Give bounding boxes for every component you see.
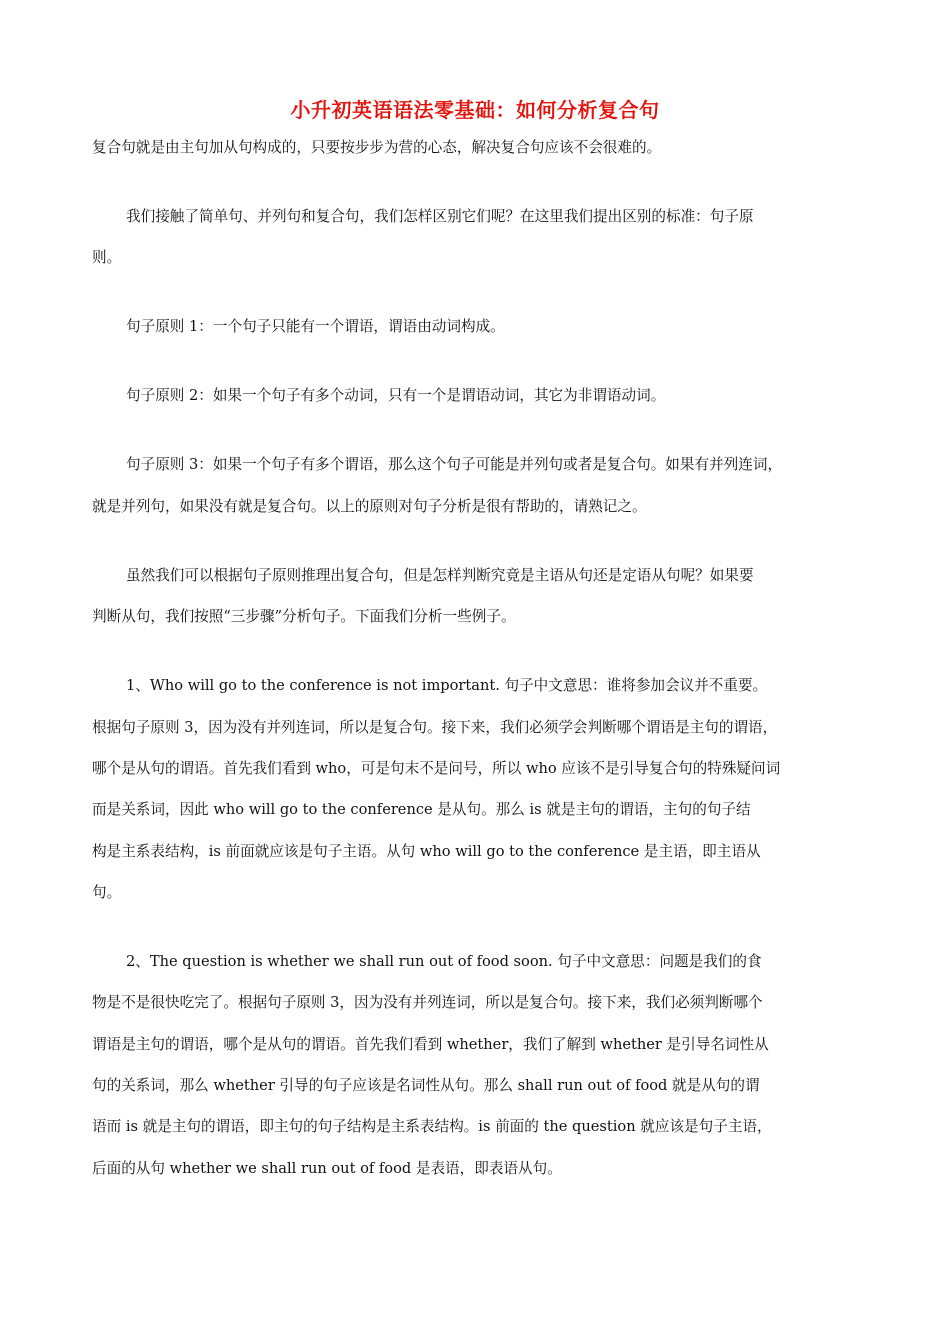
paragraph-line: 我们接触了简单句、并列句和复合句，我们怎样区别它们呢？在这里我们提出区别的标准：句子原 xyxy=(126,208,754,225)
paragraph-line: 判断从句，我们按照“三步骤”分析句子。下面我们分析一些例子。 xyxy=(92,608,516,625)
paragraph-line: 语而 is 就是主句的谓语，即主句的句子结构是主系表结构。is 前面的 the question 就应该是句子主语， xyxy=(92,1118,772,1135)
paragraph-line: 句的关系词，那么 whether 引导的句子应该是名词性从句。那么 shall run out of food 就是从句的谓 xyxy=(92,1077,760,1094)
paragraph-line: 虽然我们可以根据句子原则推理出复合句，但是怎样判断究竟是主语从句还是定语从句呢？如果要 xyxy=(126,567,754,584)
paragraph-line: 而是关系词，因此 who will go to the conference 是从句。那么 is 就是主句的谓语，主句的句子结 xyxy=(92,801,751,818)
paragraph-line: 1、Who will go to the conference is not important. 句子中文意思：谁将参加会议并不重要。 xyxy=(126,677,768,694)
paragraph-line: 物是不是很快吃完了。根据句子原则 3，因为没有并列连词，所以是复合句。接下来，我们必须判断哪个 xyxy=(92,994,763,1011)
paragraph-line: 哪个是从句的谓语。首先我们看到 who，可是句末不是问号，所以 who 应该不是引导复合句的特殊疑问词 xyxy=(92,760,781,777)
paragraph-line: 则。 xyxy=(92,249,122,266)
paragraph-line: 句子原则 3：如果一个句子有多个谓语，那么这个句子可能是并列句或者是复合句。如果有并列连词， xyxy=(126,456,783,473)
paragraph-line: 谓语是主句的谓语，哪个是从句的谓语。首先我们看到 whether，我们了解到 whether 是引导名词性从 xyxy=(92,1036,769,1053)
document-title: 小升初英语语法零基础：如何分析复合句 xyxy=(290,98,660,122)
paragraph-line: 句子原则 2：如果一个句子有多个动词，只有一个是谓语动词，其它为非谓语动词。 xyxy=(126,387,666,404)
paragraph-line: 句子原则 1：一个句子只能有一个谓语，谓语由动词构成。 xyxy=(126,318,505,335)
paragraph-line: 句。 xyxy=(92,884,122,901)
paragraph-line: 2、The question is whether we shall run out of food soon. 句子中文意思：问题是我们的食 xyxy=(126,953,762,970)
paragraph-line: 根据句子原则 3，因为没有并列连词，所以是复合句。接下来，我们必须学会判断哪个谓语是主句的谓语， xyxy=(92,719,778,736)
paragraph-line: 构是主系表结构，is 前面就应该是句子主语。从句 who will go to the conference 是主语，即主语从 xyxy=(92,843,761,860)
paragraph-line: 复合句就是由主句加从句构成的，只要按步步为营的心态，解决复合句应该不会很难的。 xyxy=(92,139,662,156)
paragraph-line: 后面的从句 whether we shall run out of food 是表语，即表语从句。 xyxy=(92,1160,562,1177)
paragraph-line: 就是并列句，如果没有就是复合句。以上的原则对句子分析是很有帮助的，请熟记之。 xyxy=(92,498,647,515)
